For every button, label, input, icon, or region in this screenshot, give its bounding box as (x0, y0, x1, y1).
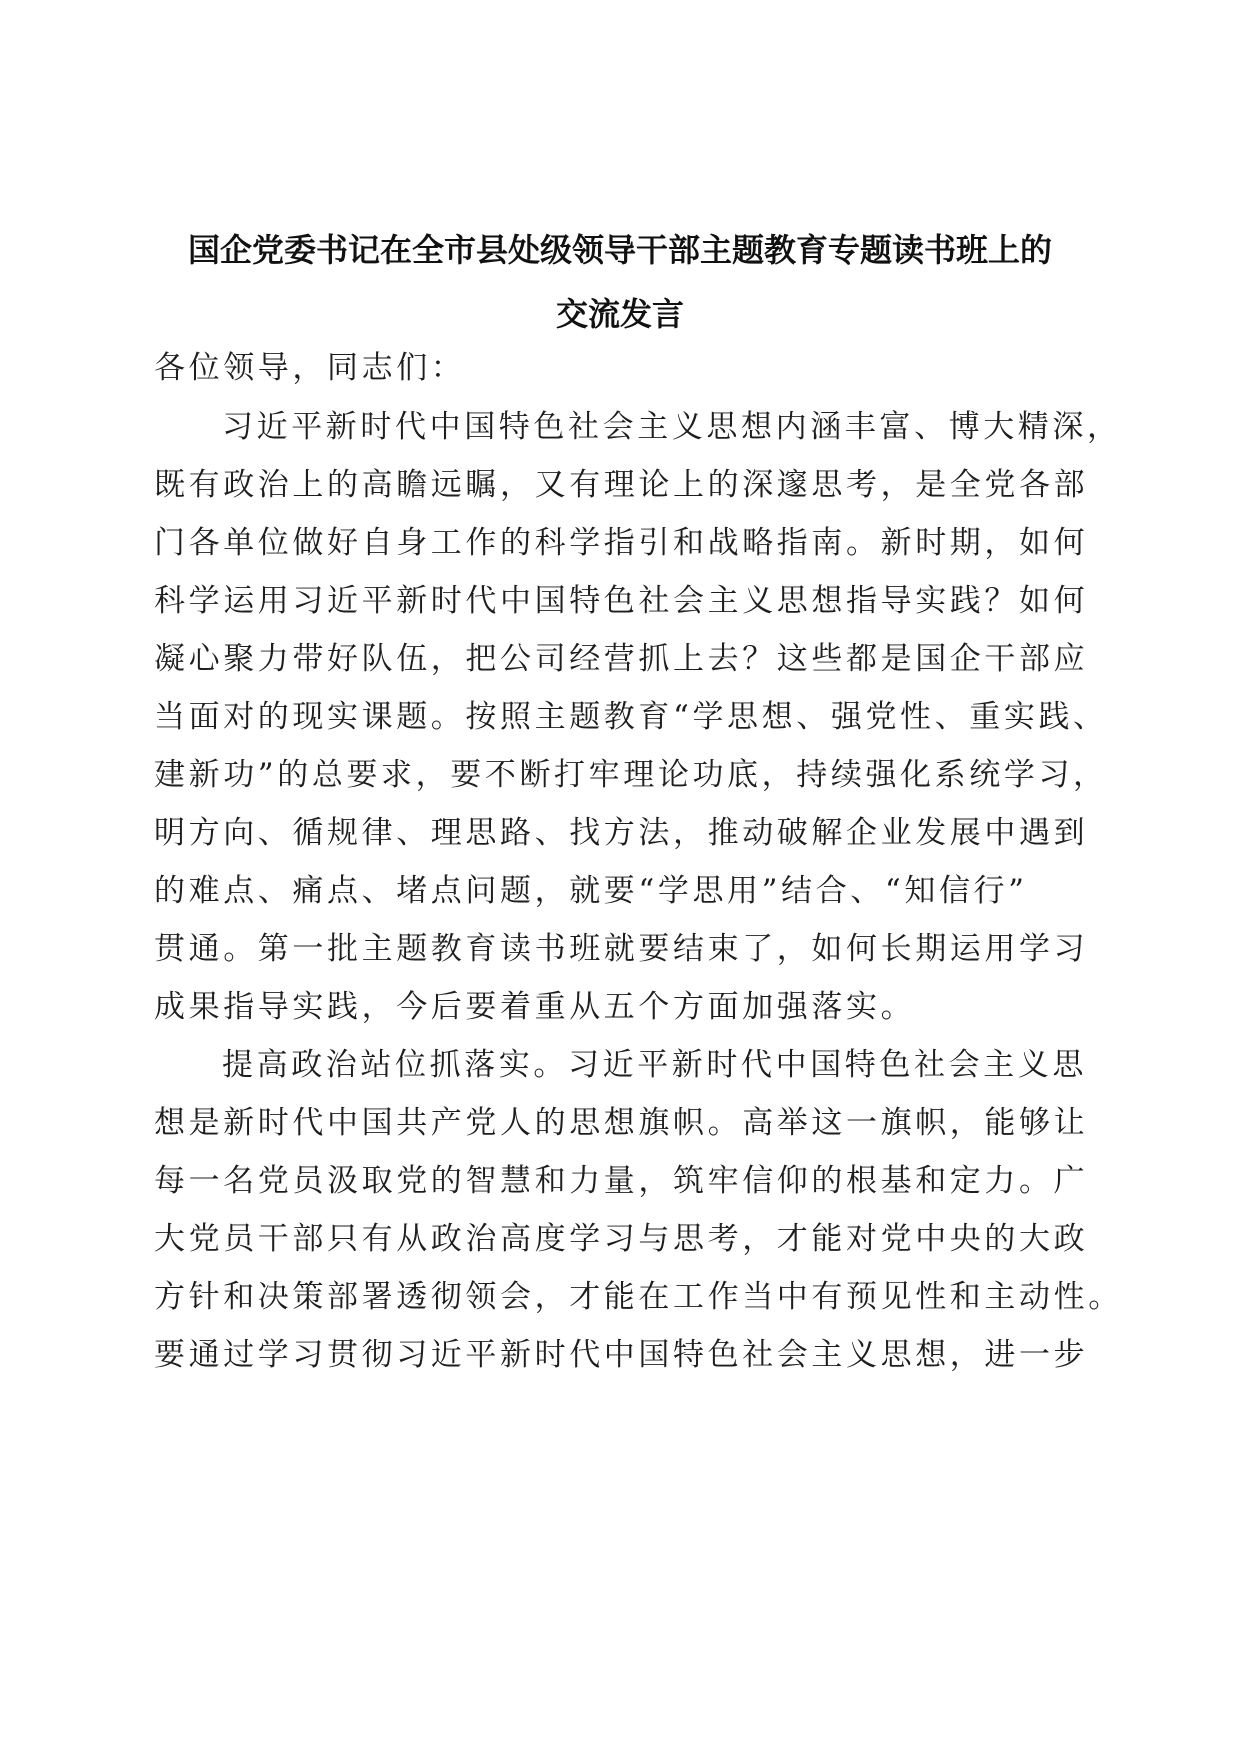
paragraph-1-line-6: 当面对的现实课题。按照主题教育“学思想、强党性、重实践、 (154, 699, 1108, 735)
paragraph-2-line-6: 要通过学习贯彻习近平新时代中国特色社会主义思想，进一步 (154, 1337, 1089, 1373)
paragraph-1-line-1: 习近平新时代中国特色社会主义思想内涵丰富、博大精深， (222, 409, 1122, 445)
paragraph-1-line-5: 凝心聚力带好队伍，把公司经营抓上去？这些都是国企干部应 (154, 641, 1089, 677)
paragraph-1-line-3: 门各单位做好自身工作的科学指引和战略指南。新时期，如何 (154, 525, 1089, 561)
paragraph-2-line-1: 提高政治站位抓落实。习近平新时代中国特色社会主义思 (222, 1047, 1087, 1083)
paragraph-1-line-9: 的难点、痛点、堵点问题，就要“学思用”结合、“知信行” (154, 873, 1028, 909)
paragraph-2-line-5: 方针和决策部署透彻领会，才能在工作当中有预见性和主动性。 (154, 1279, 1123, 1315)
paragraph-2-line-4: 大党员干部只有从政治高度学习与思考，才能对党中央的大政 (154, 1221, 1089, 1257)
paragraph-1-line-10: 贯通。第一批主题教育读书班就要结束了，如何长期运用学习 (154, 931, 1089, 967)
paragraph-1-line-4: 科学运用习近平新时代中国特色社会主义思想指导实践？如何 (154, 583, 1089, 619)
paragraph-2-line-3: 每一名党员汲取党的智慧和力量，筑牢信仰的根基和定力。广 (154, 1163, 1089, 1199)
paragraph-1-line-11: 成果指导实践，今后要着重从五个方面加强落实。 (154, 989, 916, 1025)
paragraph-1-line-7: 建新功”的总要求，要不断打牢理论功底，持续强化系统学习， (154, 757, 1108, 793)
paragraph-2-line-2: 想是新时代中国共产党人的思想旗帜。高举这一旗帜，能够让 (154, 1105, 1089, 1141)
document-title-line-1: 国企党委书记在全市县处级领导干部主题教育专题读书班上的 (187, 231, 1052, 269)
paragraph-1-line-2: 既有政治上的高瞻远瞩，又有理论上的深邃思考，是全党各部 (154, 467, 1089, 503)
document-title-line-2: 交流发言 (555, 295, 684, 333)
salutation: 各位领导，同志们： (154, 350, 466, 386)
paragraph-1-line-8: 明方向、循规律、理思路、找方法，推动破解企业发展中遇到 (154, 815, 1089, 851)
